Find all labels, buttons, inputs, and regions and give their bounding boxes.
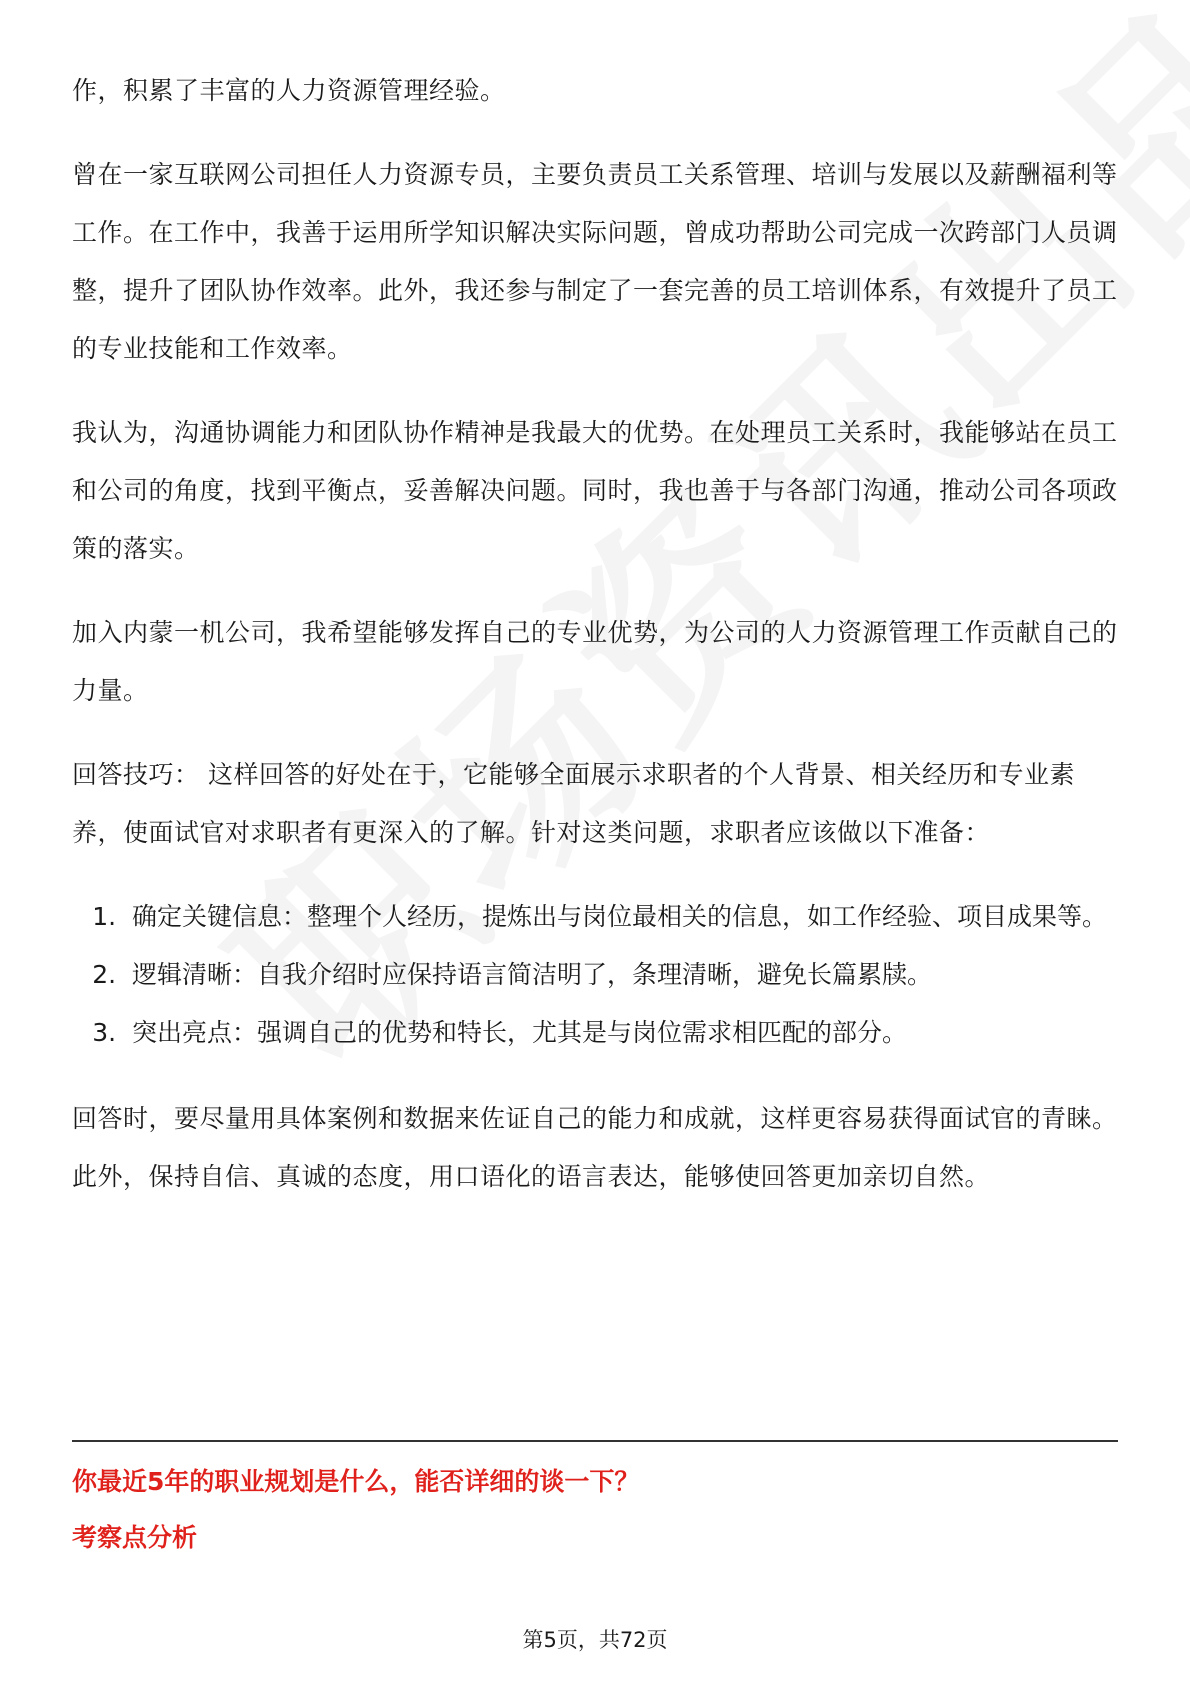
paragraph: 作，积累了丰富的人力资源管理经验。: [72, 76, 506, 105]
page-number: 第5页，共72页: [522, 1628, 668, 1652]
paragraph: 我认为，沟通协调能力和团队协作精神是我最大的优势。在处理员工关系时，我能够站在员工和公司的角度，找到平衡点，妥善解决问题。同时，我也善于与各部门沟通，推动公司各项政策的落实。: [72, 418, 1118, 563]
list-item: 3. 突出亮点：强调自己的优势和特长，尤其是与岗位需求相匹配的部分。: [124, 1004, 1118, 1062]
list-item: 2. 逻辑清晰：自我介绍时应保持语言简洁明了，条理清晰，避免长篇累牍。: [124, 946, 1118, 1004]
section-divider: [72, 1440, 1118, 1442]
body-content: [72, 62, 1118, 1232]
paragraph: 曾在一家互联网公司担任人力资源专员，主要负责员工关系管理、培训与发展以及薪酬福利等工作。在工作中，我善于运用所学知识解决实际问题，曾成功帮助公司完成一次跨部门人员调整，提升了团队协作效率。此外，我还参与制定了一套完善的员工培训体系，有效提升了员工的专业技能和工作效率。: [72, 160, 1118, 363]
next-question-subtitle: 考察点分析: [72, 1523, 198, 1552]
answer-tips-paragraph: 回答技巧： 这样回答的好处在于，它能够全面展示求职者的个人背景、相关经历和专业素养，使面试官对求职者有更深入的了解。针对这类问题，求职者应该做以下准备：: [72, 760, 1075, 847]
tips-list: [72, 888, 1118, 1062]
closing-paragraph: 回答时，要尽量用具体案例和数据来佐证自己的能力和成就，这样更容易获得面试官的青睐。此外，保持自信、真诚的态度，用口语化的语言表达，能够使回答更加亲切自然。: [72, 1104, 1118, 1191]
paragraph: 加入内蒙一机公司，我希望能够发挥自己的专业优势，为公司的人力资源管理工作贡献自己的力量。: [72, 618, 1118, 705]
next-question-title: 你最近5年的职业规划是什么，能否详细的谈一下？: [72, 1467, 640, 1496]
list-item: 1. 确定关键信息：整理个人经历，提炼出与岗位最相关的信息，如工作经验、项目成果等。: [124, 888, 1118, 946]
